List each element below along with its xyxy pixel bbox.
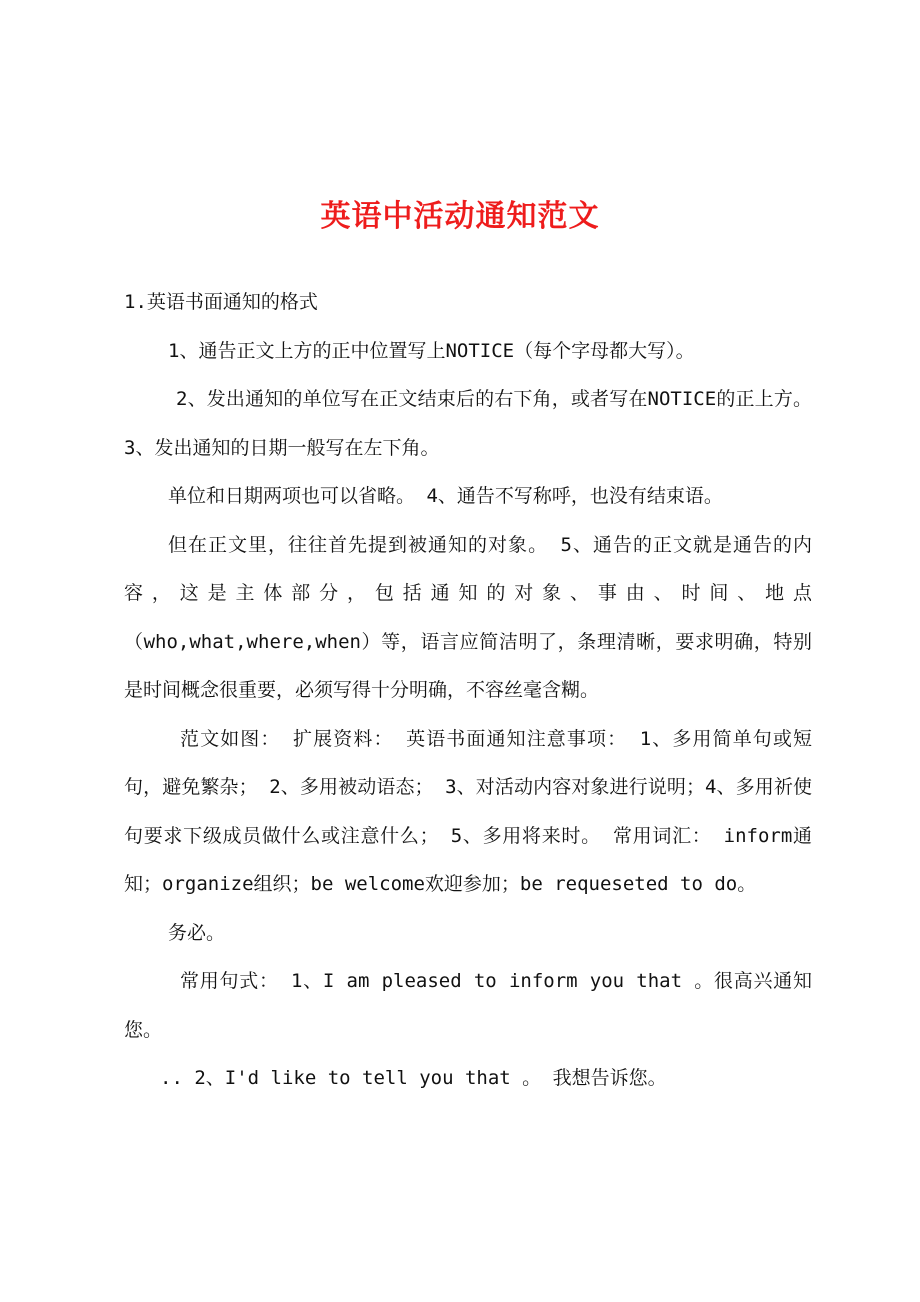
paragraph: 单位和日期两项也可以省略。 4、通告不写称呼，也没有结束语。 — [168, 485, 723, 507]
document-body — [124, 278, 812, 1103]
paragraph: 1、通告正文上方的正中位置写上NOTICE（每个字母都大写）。 — [168, 339, 695, 362]
paragraph: 但在正文里，往往首先提到被通知的对象。 5、通告的正文就是通告的内容，这是主体部分，包括通知的对象、事由、时间、地点（who,what,where,when）等，语言应简洁明了，条理清晰，要求明确，特别是时间概念很重要，必须写得十分明确，不容丝毫含糊。 — [124, 533, 812, 701]
paragraph: 务必。 — [168, 921, 226, 944]
paragraph: 2、发出通知的单位写在正文结束后的右下角，或者写在NOTICE的正上方。 3、发出通知的日期一般写在左下角。 — [124, 388, 812, 459]
section-heading: 1.英语书面通知的格式 — [124, 291, 318, 313]
document-title: 英语中活动通知范文 — [320, 199, 600, 234]
paragraph: 常用句式： 1、I am pleased to inform you that 。很高兴通知您。 — [124, 970, 812, 1041]
paragraph: 范文如图： 扩展资料： 英语书面通知注意事项： 1、多用简单句或短句，避免繁杂； 2、多用被动语态； 3、对活动内容对象进行说明；4、多用祈使句要求下级成员做什么或注意什么； 5、多用将来时。 常用词汇： inform通知；organize组织；be welcome欢迎参加；be requeseted to do。 — [124, 727, 812, 895]
paragraph: .. 2、I'd like to tell you that 。 我想告诉您。 — [160, 1067, 667, 1089]
